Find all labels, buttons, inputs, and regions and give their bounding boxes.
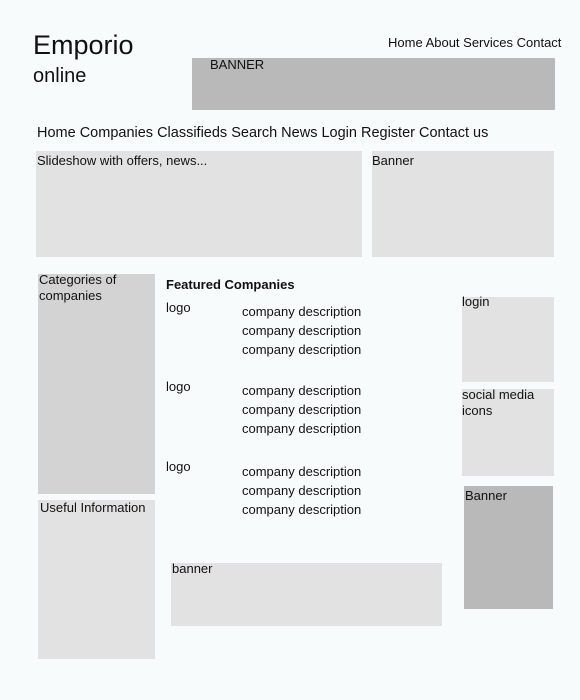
right-banner-label: Banner <box>465 488 507 503</box>
company-descriptions <box>242 462 361 519</box>
company-description[interactable]: company description <box>242 402 362 417</box>
bottom-banner <box>171 563 442 626</box>
login-box[interactable] <box>462 294 554 382</box>
company-description[interactable]: company description <box>242 342 362 357</box>
side-banner <box>372 151 554 257</box>
site-title: Emporio <box>33 30 134 60</box>
categories-label-line1: Categories of <box>39 272 117 287</box>
company-logo[interactable]: logo <box>166 459 191 474</box>
company-description[interactable]: company description <box>242 483 362 498</box>
company-description[interactable]: company description <box>242 304 362 319</box>
categories-label-line2: companies <box>39 288 102 303</box>
company-description[interactable]: company description <box>242 421 362 436</box>
bottom-banner-label: banner <box>172 561 213 576</box>
top-banner <box>192 58 555 110</box>
company-description[interactable]: company description <box>242 464 362 479</box>
right-banner <box>464 486 553 609</box>
categories-panel[interactable] <box>38 274 155 494</box>
useful-info-label: Useful Information <box>40 500 146 515</box>
company-descriptions <box>242 302 361 359</box>
side-banner-label: Banner <box>372 153 414 168</box>
login-label: login <box>462 294 490 309</box>
site-subtitle: online <box>33 65 87 87</box>
slideshow[interactable] <box>36 151 362 257</box>
main-nav[interactable]: Home Companies Classifieds Search News Login Register Contact us <box>37 125 489 141</box>
company-description[interactable]: company description <box>242 323 362 338</box>
featured-title: Featured Companies <box>166 277 295 292</box>
company-logo[interactable]: logo <box>166 300 191 315</box>
company-description[interactable]: company description <box>242 502 362 517</box>
company-description[interactable]: company description <box>242 383 362 398</box>
useful-info-panel[interactable] <box>38 500 155 659</box>
social-label-line1: social media <box>462 387 535 402</box>
company-logo[interactable]: logo <box>166 379 191 394</box>
top-nav[interactable]: Home About Services Contact <box>388 35 562 50</box>
company-descriptions <box>242 381 361 438</box>
social-media-box[interactable] <box>462 389 554 476</box>
slideshow-label: Slideshow with offers, news... <box>37 153 208 168</box>
social-label-line2: icons <box>462 403 493 418</box>
top-banner-label: BANNER <box>210 57 265 72</box>
